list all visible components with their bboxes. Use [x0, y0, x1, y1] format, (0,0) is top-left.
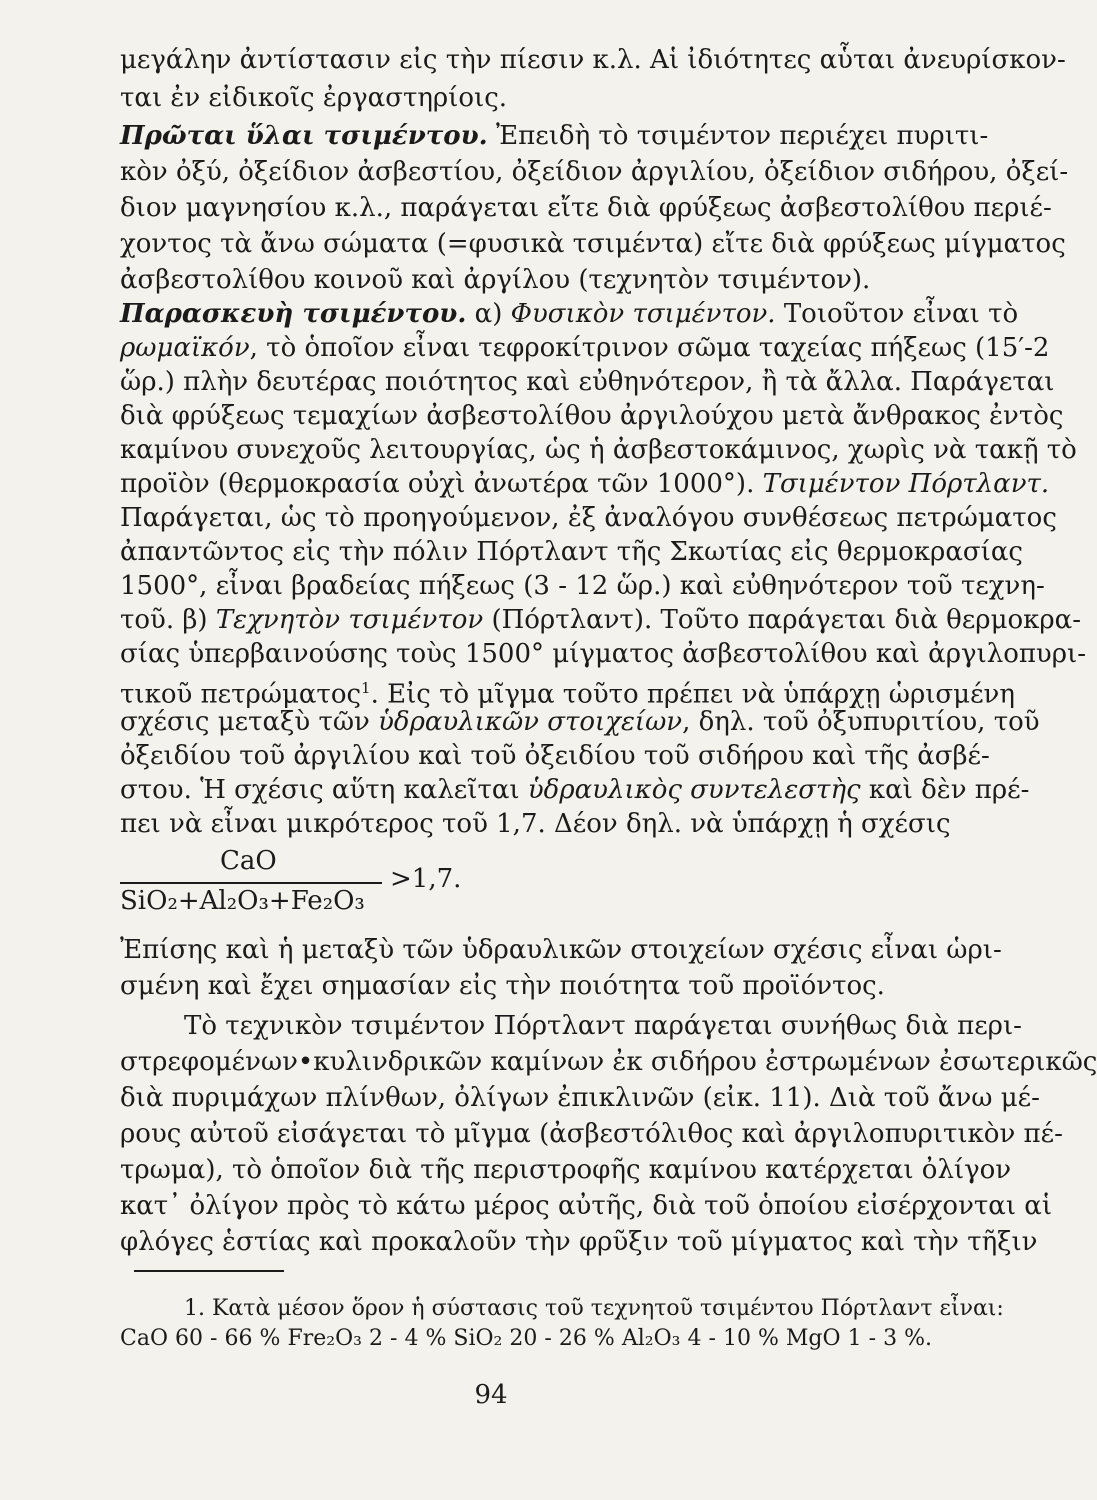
- text-line: διὰ φρύξεως τεμαχίων ἀσβεστολίθου ἀργιλούχου μετὰ ἄνθρακος ἐντὸς: [120, 401, 1064, 431]
- text-fragment: α): [474, 299, 503, 329]
- text-line: κατ᾿ ὀλίγον πρὸς τὸ κάτω μέρος αὐτῆς, διὰ τοῦ ὁποίου εἰσέρχονται αἱ: [120, 1191, 1053, 1221]
- text-line: [120, 298, 1019, 330]
- section-heading: Παρασκευὴ τσιμέντου.: [120, 299, 467, 329]
- text-line: κὸν ὀξύ, ὀξείδιον ἀσβεστίου, ὀξείδιον ἀργιλίου, ὀξείδιον σιδήρου, ὀξεί-: [120, 157, 1069, 187]
- text-fragment: (Πόρτλαντ). Τοῦτο παράγεται διὰ θερμοκρα-: [491, 605, 1081, 635]
- text-line: [120, 706, 1040, 738]
- text-line: ὀξειδίου τοῦ ἀργιλίου καὶ τοῦ ὀξειδίου τοῦ σιδήρου καὶ τῆς ἀσβέ-: [120, 741, 990, 771]
- formula-denominator: SiO₂+Al₂O₃+Fe₂O₃: [120, 886, 365, 916]
- section-heading: Πρῶται ὕλαι τσιμέντου.: [120, 121, 488, 151]
- text-fragment: Ἐπειδὴ τὸ τσιμέντον περιέχει πυριτι-: [495, 121, 989, 151]
- text-line: καμίνου συνεχοῦς λειτουργίας, ὡς ἡ ἀσβεστοκάμινος, χωρὶς νὰ τακῇ τὸ: [120, 435, 1077, 465]
- text-line: [120, 774, 1030, 806]
- text-line: διον μαγνησίου κ.λ., παράγεται εἴτε διὰ φρύξεως ἀσβεστολίθου περιέ-: [120, 193, 1052, 223]
- text-line: τρωμα), τὸ ὁποῖον διὰ τῆς περιστροφῆς καμίνου κατέρχεται ὀλίγον: [120, 1155, 1012, 1185]
- term: ὑδραυλικῶν στοιχείων: [378, 707, 683, 737]
- text-line: ται ἐν εἰδικοῖς ἐργαστηρίοις.: [120, 83, 508, 113]
- text-line: διὰ πυριμάχων πλίνθων, ὀλίγων ἐπικλινῶν (εἰκ. 11). Διὰ τοῦ ἄνω μέ-: [120, 1083, 1040, 1113]
- text-fragment: . Εἰς τὸ μῖγμα τοῦτο πρέπει νὰ ὑπάρχῃ ὡρισμένη: [370, 679, 1015, 710]
- text-line: φλόγες ἑστίας καὶ προκαλοῦν τὴν φρῦξιν τοῦ μίγματος καὶ τὴν τῆξιν: [120, 1227, 1038, 1257]
- text-line: σμένη καὶ ἔχει σημασίαν εἰς τὴν ποιότητα τοῦ προϊόντος.: [120, 971, 885, 1001]
- text-line: ρους αὐτοῦ εἰσάγεται τὸ μῖγμα (ἀσβεστόλιθος καὶ ἀργιλοπυριτικὸν πέ-: [120, 1119, 1063, 1149]
- footnote-divider: [134, 1270, 284, 1272]
- text-fragment: , τὸ ὁποῖον εἶναι τεφροκίτρινον σῶμα ταχείας πήξεως (15′-2: [249, 333, 1050, 363]
- text-fragment: καὶ δὲν πρέ-: [868, 775, 1030, 805]
- text-line: Τὸ τεχνικὸν τσιμέντον Πόρτλαντ παράγεται συνήθως διὰ περι-: [184, 1011, 1022, 1041]
- text-fragment: , δηλ. τοῦ ὀξυπυριτίου, τοῦ: [682, 707, 1040, 737]
- formula-numerator: CaO: [220, 846, 277, 876]
- term: ὑδραυλικὸς συντελεστὴς: [527, 775, 861, 805]
- text-line: πει νὰ εἶναι μικρότερος τοῦ 1,7. Δέον δηλ. νὰ ὑπάρχῃ ἡ σχέσις: [120, 809, 951, 839]
- text-fragment: τοῦ. β): [120, 605, 208, 635]
- subheading: Φυσικὸν τσιμέντον.: [510, 299, 776, 329]
- text-line: μεγάλην ἀντίστασιν εἰς τὴν πίεσιν κ.λ. Αἱ ἰδιότητες αὗται ἀνευρίσκον-: [120, 45, 1066, 75]
- footnote-line: CaO 60 - 66 % Fre₂O₃ 2 - 4 % SiO₂ 20 - 26 % Al₂O₃ 4 - 10 % MgO 1 - 3 %.: [120, 1326, 932, 1351]
- text-fragment: σχέσις μεταξὺ τῶν: [120, 707, 370, 737]
- text-line: ἀσβεστολίθου κοινοῦ καὶ ἀργίλου (τεχνητὸν τσιμέντον).: [120, 265, 871, 295]
- text-fragment: Τοιοῦτον εἶναι τὸ: [783, 299, 1019, 329]
- text-line: [120, 604, 1081, 636]
- text-line: σίας ὑπερβαινούσης τοὺς 1500° μίγματος ἀσβεστολίθου καὶ ἀργιλοπυρι-: [120, 639, 1086, 669]
- text-fragment: στου. Ἡ σχέσις αὕτη καλεῖται: [120, 775, 520, 805]
- text-line: χοντος τὰ ἄνω σώματα (=φυσικὰ τσιμέντα) εἴτε διὰ φρύξεως μίγματος: [120, 229, 1066, 259]
- footnote-line: 1. Κατὰ μέσον ὅρον ἡ σύστασις τοῦ τεχνητοῦ τσιμέντου Πόρτλαντ εἶναι:: [184, 1296, 1004, 1321]
- subheading: Τσιμέντον Πόρτλαντ.: [762, 469, 1050, 499]
- text-line: [120, 672, 1015, 710]
- text-line: ὥρ.) πλὴν δευτέρας ποιότητος καὶ εὐθηνότερον, ἢ τὰ ἄλλα. Παράγεται: [120, 367, 1055, 397]
- text-line: [120, 120, 989, 152]
- subheading: Τεχνητὸν τσιμέντον: [215, 605, 484, 635]
- text-line: Ἐπίσης καὶ ἡ μεταξὺ τῶν ὑδραυλικῶν στοιχείων σχέσις εἶναι ὡρι-: [120, 935, 1002, 965]
- text-line: [120, 468, 1050, 500]
- page-number: 94: [474, 1380, 508, 1410]
- term: ρωμαϊκόν: [120, 333, 250, 363]
- text-line: ἀπαντῶντος εἰς τὴν πόλιν Πόρτλαντ τῆς Σκωτίας εἰς θερμοκρασίας: [120, 537, 1023, 567]
- text-fragment: προϊὸν (θερμοκρασία οὐχὶ ἀνωτέρα τῶν 1000°).: [120, 469, 755, 499]
- text-line: 1500°, εἶναι βραδείας πήξεως (3 - 12 ὥρ.) καὶ εὐθηνότερον τοῦ τεχνη-: [120, 571, 1045, 601]
- text-line: Παράγεται, ὡς τὸ προηγούμενον, ἐξ ἀναλόγου συνθέσεως πετρώματος: [120, 503, 1057, 533]
- text-fragment: τικοῦ πετρώματος: [120, 679, 362, 710]
- formula-relation: >1,7.: [390, 864, 462, 894]
- footnote-marker[interactable]: 1: [361, 679, 371, 697]
- text-line: [120, 332, 1050, 364]
- fraction-bar: [120, 882, 382, 884]
- text-line: στρεφομένων•κυλινδρικῶν καμίνων ἐκ σιδήρου ἐστρωμένων ἐσωτερικῶς: [120, 1047, 1097, 1077]
